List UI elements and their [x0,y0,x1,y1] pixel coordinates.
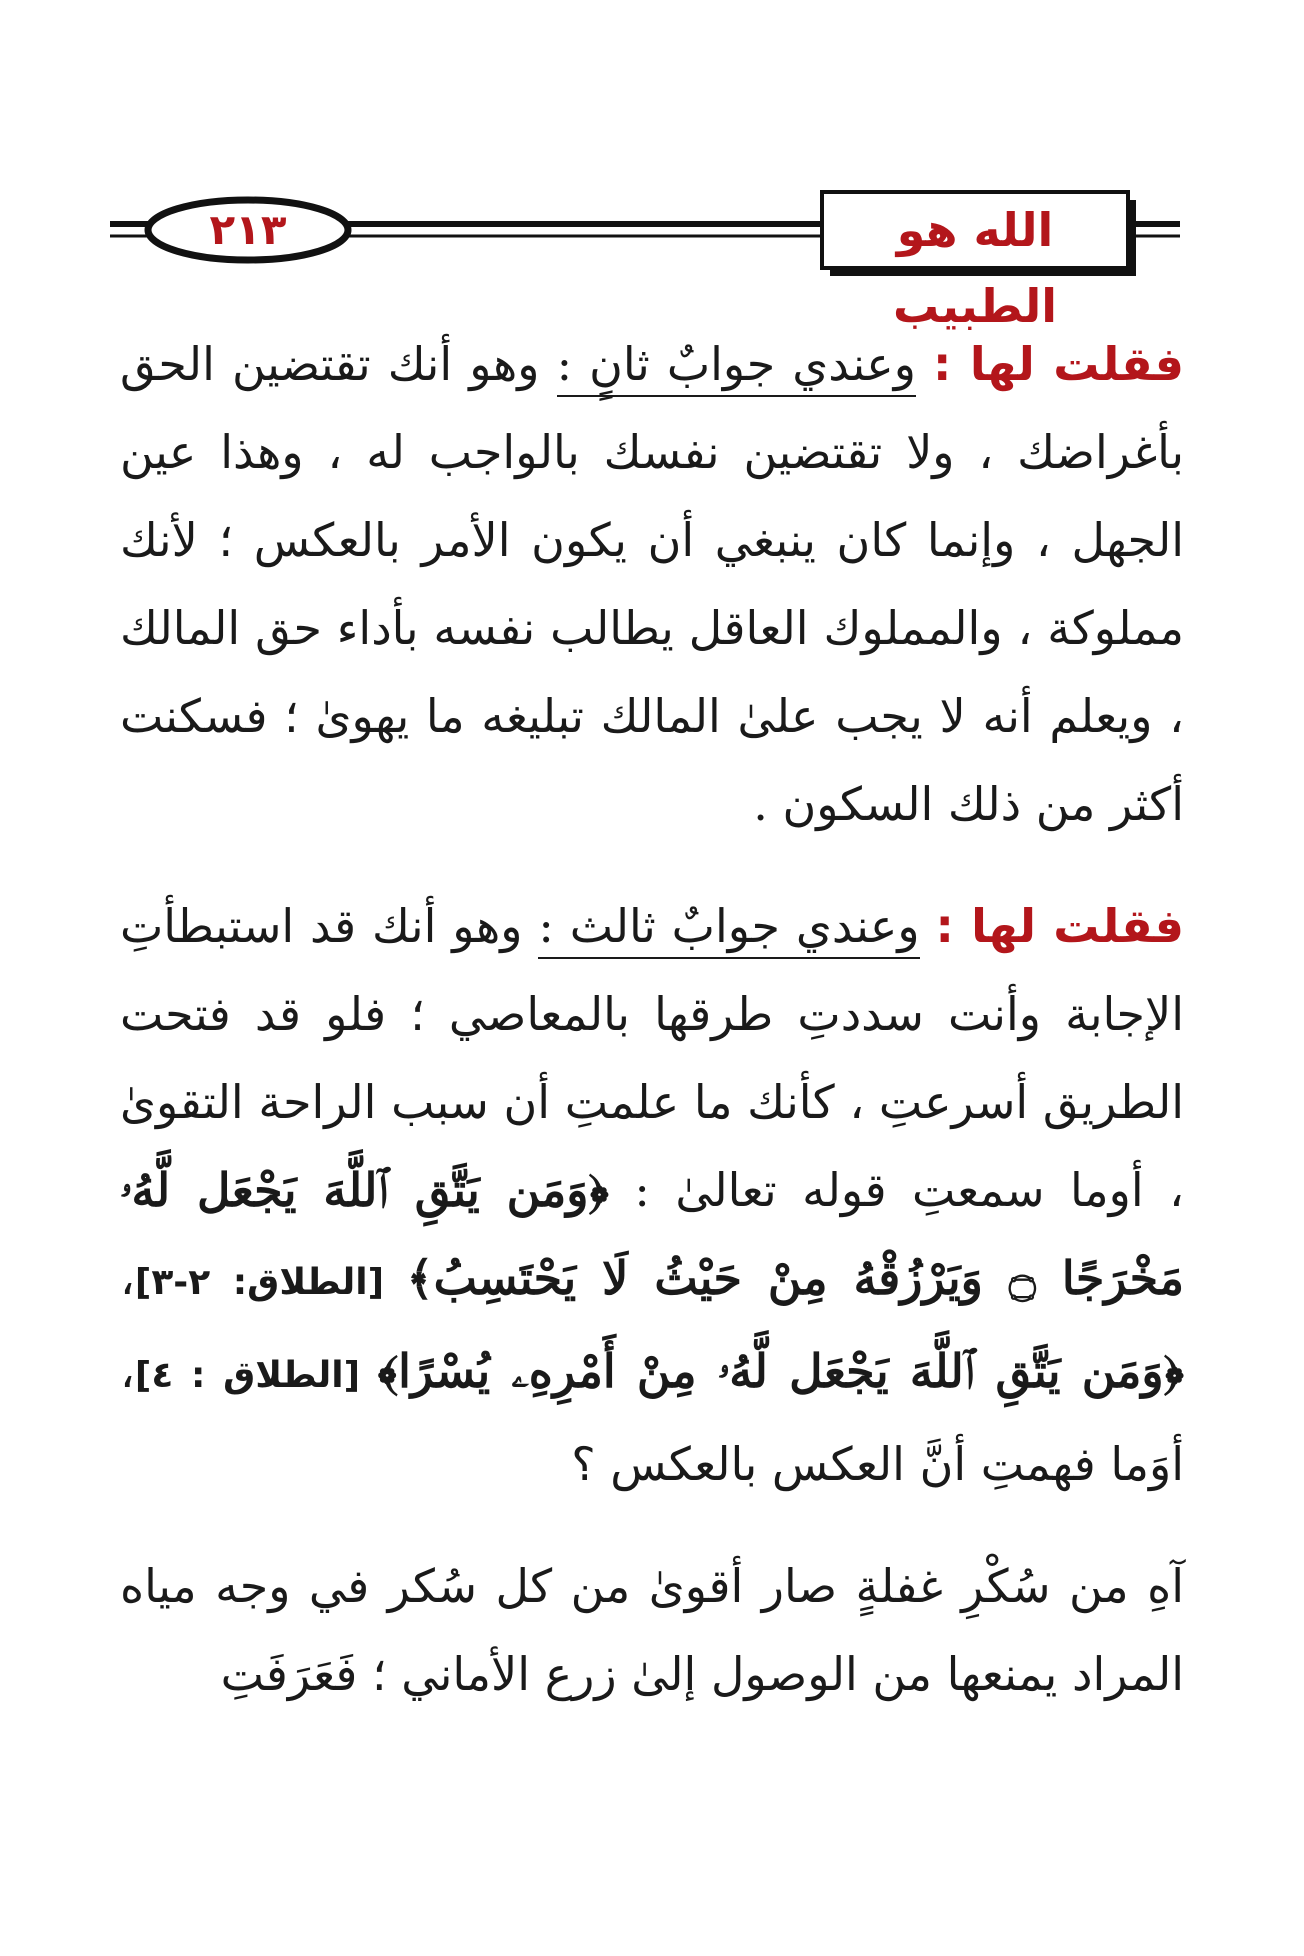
paragraph-text: آهِ من سُكْرِ غفلةٍ صار أقوىٰ من كل سُكر في وجه مياه المراد يمنعها من الوصول إلىٰ زرع الأماني ؛ فَعَرَفَتِ [120,1559,1184,1701]
verse-citation-2: [الطلاق : ٤] [134,1355,378,1396]
verse-citation-1: [الطلاق: ٢-٣] [134,1262,407,1303]
separator: ، [120,1251,135,1305]
running-header [110,180,1180,333]
paragraph-text: وهو أنك قد استبطأتِ الإجابة وأنت سددتِ طرقها بالمعاصي ؛ فلو قد فتحت الطريق أسرعتِ ، كأنك ما علمتِ أن سبب الراحة التقوىٰ ، أوما سمعتِ قوله تعالىٰ : [120,899,1184,1217]
answer-heading: وعندي جوابٌ ثالث : [538,899,919,959]
answer-heading: وعندي جوابٌ ثانٍ : [557,337,916,397]
header-title: الله هو الطبيب [892,203,1058,333]
paragraph-3 [120,1542,1184,1718]
paragraph-tail: ، أوَما فهمتِ أنَّ العكس بالعكس ؟ [120,1344,1184,1491]
paragraph-lead: فقلت لها : [935,899,1184,953]
page-body [120,320,1184,1752]
paragraph-1 [120,320,1184,848]
paragraph-text: وهو أنك تقتضين الحق بأغراضك ، ولا تقتضين نفسك بالواجب له ، وهذا عين الجهل ، وإنما كان ينبغي أن يكون الأمر بالعكس ؛ لأنك مملوكة ، والمملوك العاقل يطالب نفسه بأداء حق المالك ، ويعلم أنه لا يجب علىٰ المالك تبليغه ما يهوىٰ ؛ فسكنت أكثر من ذلك السكون . [120,337,1184,831]
quran-verse-2: ﴿وَمَن يَتَّقِ ٱللَّهَ يَجْعَل لَّهُۥ مِنْ أَمْرِهِۦ يُسْرًا﴾ [377,1344,1184,1398]
quran-verse-1: ﴿وَمَن يَتَّقِ ٱللَّهَ يَجْعَل لَّهُۥ مَخْرَجًا ۝ وَيَرْزُقْهُ مِنْ حَيْثُ لَا يَحْتَسِبُ﴾ [120,1163,1184,1305]
page-number: ٢١٣ [209,205,287,254]
paragraph-2 [120,882,1184,1508]
paragraph-lead: فقلت لها : [933,337,1184,391]
